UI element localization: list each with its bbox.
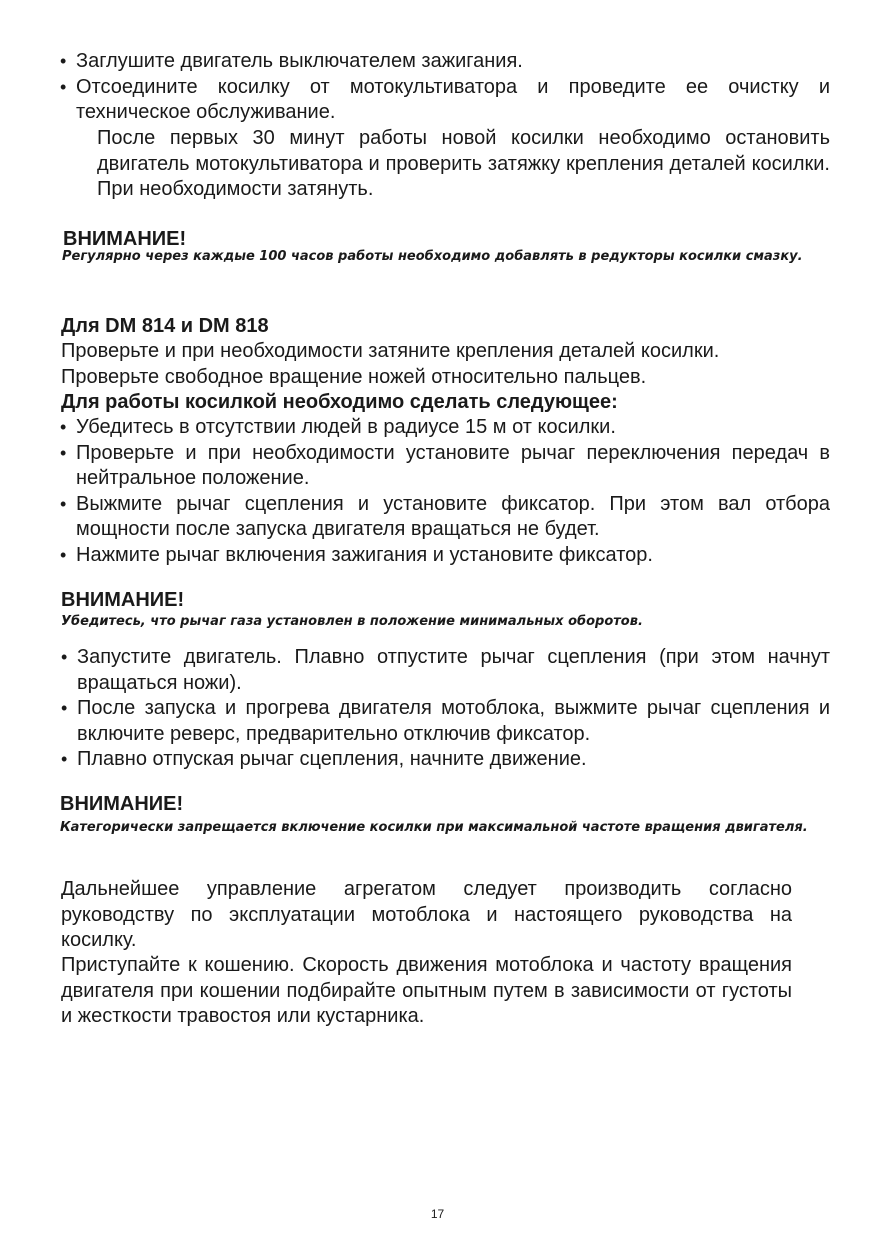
page-number: 17 [430,1207,445,1221]
section-bullets [60,415,830,568]
steps-bullets [61,645,830,773]
list-item: • После запуска и прогрева двигателя мотоблока, выжмите рычаг сцепления и включите реверс, предварительно отключив фиксатор. [61,696,830,747]
intro-bullet-2: • Отсоедините косилку от мотокультиватора и проведите ее очистку и техническое обслуживание. [60,75,830,126]
list-item: • Плавно отпуская рычаг сцепления, начните движение. [61,747,830,773]
warning-text-1: Регулярно через каждые 100 часов работы необходимо добавлять в редукторы косилки смазку. [62,249,803,264]
list-item: • Убедитесь в отсутствии людей в радиусе 15 м от косилки. [60,415,830,441]
intro-paragraph: После первых 30 минут работы новой косилки необходимо остановить двигатель мотокультиватора и проверить затяжку крепления деталей косилки. При необходимости затянуть. [97,127,830,200]
warning-heading-3: ВНИМАНИЕ! [60,793,184,815]
list-item: • Проверьте и при необходимости установите рычаг переключения передач в нейтральное положение. [60,441,830,492]
intro-bullet-1: • Заглушите двигатель выключателем зажигания. [60,49,830,75]
warning-heading-2: ВНИМАНИЕ! [61,589,185,611]
section-body [61,339,831,416]
section-heading: Для DM 814 и DM 818 [61,315,269,337]
list-item: • Выжмите рычаг сцепления и установите фиксатор. При этом вал отбора мощности после запуска двигателя вращаться не будет. [60,492,830,543]
section-line-1: Проверьте и при необходимости затяните крепления деталей косилки. [61,340,720,362]
warning-text-2: Убедитесь, что рычаг газа установлен в положение минимальных оборотов. [61,614,643,629]
warning-heading-1: ВНИМАНИЕ! [63,228,187,250]
closing-paragraph-2: Приступайте к кошению. Скорость движения мотоблока и частоту вращения двигателя при кошении подбирайте опытным путем в зависимости от густоты и жесткости травостоя или кустарника. [61,954,792,1027]
intro-block [60,49,830,126]
section-subheading: Для работы косилкой необходимо сделать следующее: [61,391,618,413]
closing-paragraph-1: Дальнейшее управление агрегатом следует производить согласно руководству по эксплуатации мотоблока и настоящего руководства на косилку. [61,878,792,951]
warning-text-3: Категорически запрещается включение косилки при максимальной частоте вращения двигателя. [60,820,808,835]
list-item: • Нажмите рычаг включения зажигания и установите фиксатор. [60,543,830,569]
section-line-2: Проверьте свободное вращение ножей относительно пальцев. [61,365,647,388]
list-item: • Запустите двигатель. Плавно отпустите рычаг сцепления (при этом начнут вращаться ножи). [61,645,830,696]
